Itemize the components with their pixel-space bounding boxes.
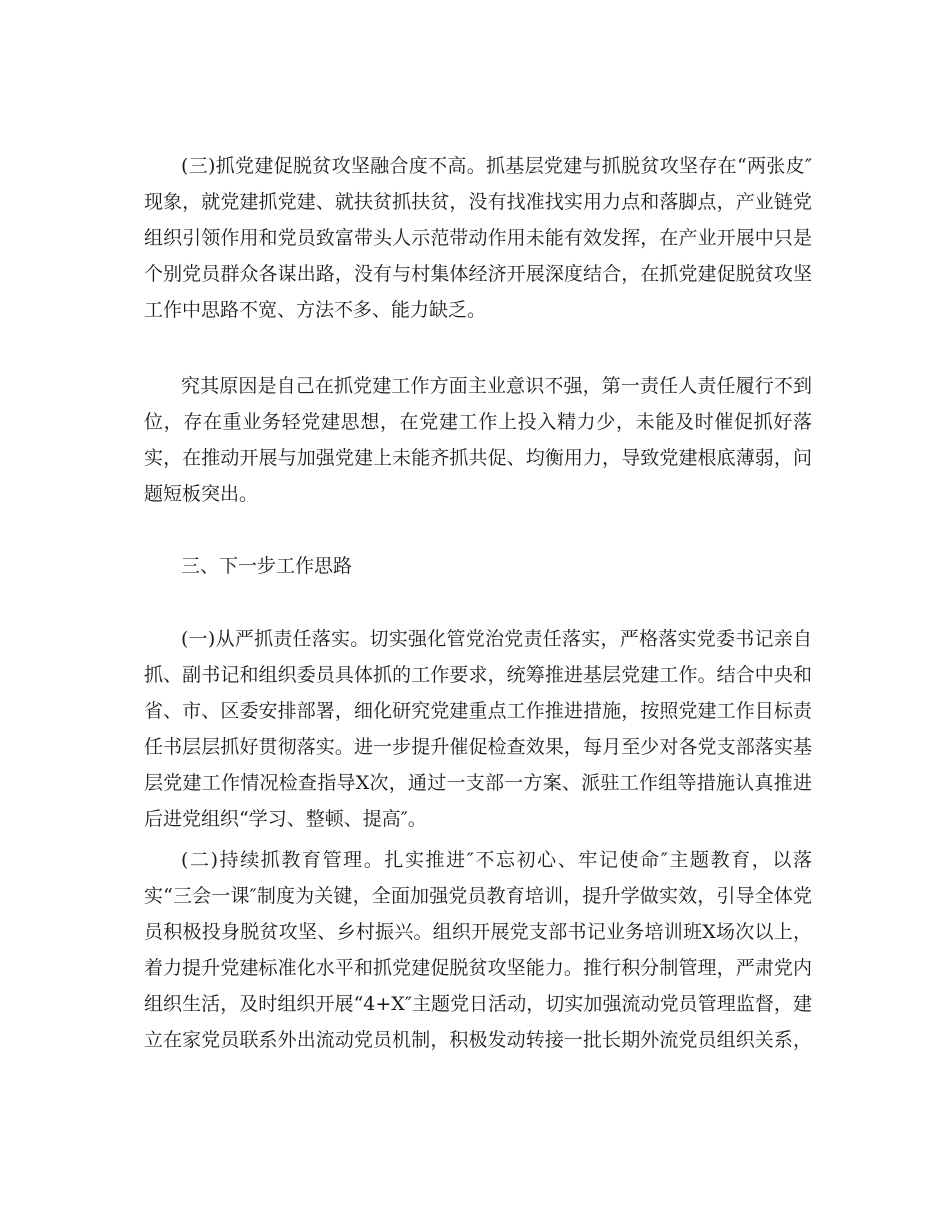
- text-line: 组织引领作用和党员致富带头人示范带动作用未能有效发挥，在产业开展中只是: [144, 227, 812, 249]
- text-line: 现象，就党建抓党建、就扶贫抓扶贫，没有找准找实用力点和落脚点，产业链党: [144, 191, 812, 213]
- text-line: 员积极投身脱贫攻坚、乡村振兴。组织开展党支部书记业务培训班X场次以上，: [144, 921, 812, 943]
- text-line: 题短板突出。: [144, 483, 259, 505]
- paragraph-party-building-poverty-integration: [144, 148, 812, 328]
- text-line: 省、市、区委安排部署，细化研究党建重点工作推进措施，按照党建工作目标责: [144, 700, 812, 722]
- text-line: 究其原因是自己在抓党建工作方面主业意识不强，第一责任人责任履行不到: [181, 375, 812, 397]
- paragraph-responsibility-implementation: [144, 621, 812, 837]
- text-line: 着力提升党建标准化水平和抓党建促脱贫攻坚能力。推行积分制管理，严肃党内: [144, 957, 812, 979]
- text-line: 抓、副书记和组织委员具体抓的工作要求，统筹推进基层党建工作。结合中央和: [144, 664, 812, 686]
- paragraph-education-management: [144, 842, 812, 1058]
- text-line: (三)抓党建促脱贫攻坚融合度不高。抓基层党建与抓脱贫攻坚存在“两张皮″: [181, 155, 812, 177]
- text-line: 个别党员群众各谋出路，没有与村集体经济开展深度结合，在抓党建促脱贫攻坚: [144, 263, 812, 285]
- section-heading-next-steps: [144, 548, 812, 584]
- text-line: 实“三会一课″制度为关键，全面加强党员教育培训，提升学做实效，引导全体党: [144, 885, 812, 907]
- text-line: (二)持续抓教育管理。扎实推进″不忘初心、牢记使命″主题教育，以落: [181, 849, 812, 871]
- text-line: 立在家党员联系外出流动党员机制，积极发动转接一批长期外流党员组织关系，: [144, 1029, 812, 1051]
- text-line: (一)从严抓责任落实。切实强化管党治党责任落实，严格落实党委书记亲自: [181, 628, 812, 650]
- text-line: 组织生活，及时组织开展“4+X″主题党日活动，切实加强流动党员管理监督，建: [144, 993, 812, 1015]
- text-line: 层党建工作情况检查指导X次，通过一支部一方案、派驻工作组等措施认真推进: [144, 772, 812, 794]
- text-line: 后进党组织“学习、整顿、提高″。: [144, 808, 427, 830]
- section-heading: 三、下一步工作思路: [181, 555, 353, 577]
- text-line: 工作中思路不宽、方法不多、能力缺乏。: [144, 299, 487, 321]
- text-line: 位，存在重业务轻党建思想，在党建工作上投入精力少，未能及时催促抓好落: [144, 411, 812, 433]
- text-line: 实，在推动开展与加强党建上未能齐抓共促、均衡用力，导致党建根底薄弱，问: [144, 447, 812, 469]
- text-line: 任书层层抓好贯彻落实。进一步提升催促检查效果，每月至少对各党支部落实基: [144, 736, 812, 758]
- paragraph-root-causes: [144, 368, 812, 512]
